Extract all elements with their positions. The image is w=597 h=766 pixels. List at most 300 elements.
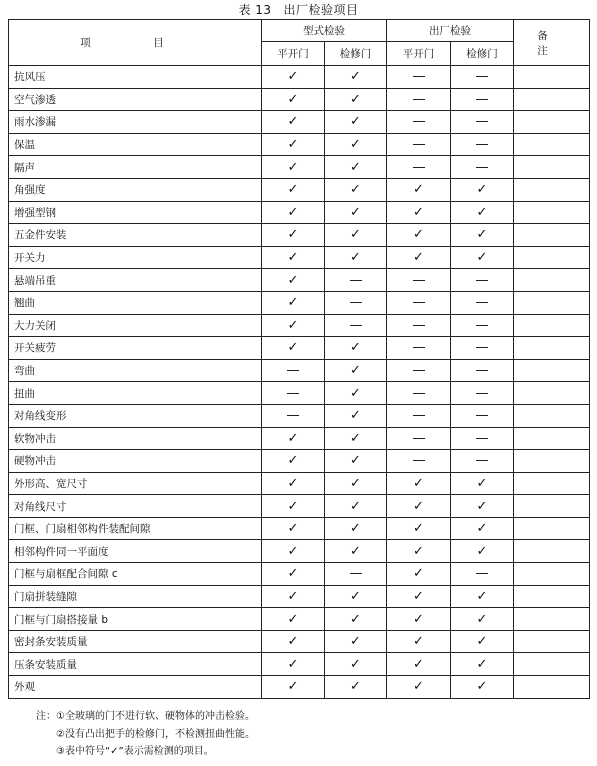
check-cell [451,178,514,201]
check-mark-icon: ✓ [476,182,488,198]
item-name: 保温 [9,133,262,156]
note-cell [514,563,590,586]
dash-cell [387,314,451,337]
dash-cell [387,156,451,179]
dash-cell [387,66,451,89]
check-mark-icon: ✓ [287,250,299,266]
header-item: 项 目 [9,20,262,66]
table-row [9,540,590,563]
table-row [9,337,590,360]
dash-mark [413,99,425,100]
note-cell [514,517,590,540]
dash-mark [476,325,488,326]
item-name: 相邻构件同一平面度 [9,540,262,563]
dash-mark [350,325,362,326]
table-row [9,676,590,699]
check-mark-icon: ✓ [413,227,424,243]
check-mark-icon: ✓ [350,408,361,424]
dash-cell [262,359,325,382]
check-cell [325,653,387,676]
dash-cell [451,111,514,134]
check-cell [262,269,325,292]
note-cell [514,201,590,224]
item-name: 弯曲 [9,359,262,382]
check-cell [451,224,514,247]
note-cell [514,630,590,653]
check-cell [262,178,325,201]
dash-mark [413,302,425,303]
header-factory-test: 出厂检验 [387,20,514,42]
dash-mark [476,415,488,416]
note-cell [514,608,590,631]
note-cell [514,676,590,699]
table-row [9,472,590,495]
check-cell [325,472,387,495]
check-cell [262,337,325,360]
check-cell [325,382,387,405]
check-mark-icon: ✓ [287,566,299,582]
check-cell [325,88,387,111]
dash-mark [287,415,299,416]
notes-label: 注： [36,711,56,722]
check-mark-icon: ✓ [287,182,299,198]
item-name: 外形高、宽尺寸 [9,472,262,495]
dash-mark [413,76,425,77]
note-text: ②没有凸出把手的检修门，不检测扭曲性能。 [56,728,255,740]
check-cell [262,224,325,247]
dash-cell [451,563,514,586]
item-name: 门框与门扇搭接量 b [9,608,262,631]
check-mark-icon: ✓ [350,521,361,537]
table-row [9,427,590,450]
check-mark-icon: ✓ [350,69,361,85]
note-cell [514,156,590,179]
check-cell [387,608,451,631]
check-cell [387,676,451,699]
note-cell [514,404,590,427]
check-cell [262,427,325,450]
check-mark-icon: ✓ [350,363,361,379]
check-cell [387,178,451,201]
dash-mark [476,370,488,371]
check-mark-icon: ✓ [476,250,488,266]
check-cell [325,495,387,518]
check-mark-icon: ✓ [287,91,299,107]
table-row [9,495,590,518]
check-mark-icon: ✓ [476,498,488,514]
check-cell [387,517,451,540]
check-mark-icon: ✓ [350,114,361,130]
check-cell [325,66,387,89]
check-mark-icon: ✓ [287,498,299,514]
table-row [9,404,590,427]
check-mark-icon: ✓ [476,475,488,491]
check-mark-icon: ✓ [413,250,424,266]
check-cell [262,156,325,179]
table-row [9,563,590,586]
dash-mark [476,76,488,77]
table-row [9,585,590,608]
check-cell [387,201,451,224]
dash-cell [387,133,451,156]
check-mark-icon: ✓ [350,656,361,672]
check-cell [325,517,387,540]
check-cell [325,676,387,699]
dash-cell [325,563,387,586]
item-name: 开关力 [9,246,262,269]
dash-cell [451,66,514,89]
item-name: 悬端吊重 [9,269,262,292]
check-cell [387,563,451,586]
dash-cell [451,269,514,292]
check-cell [262,314,325,337]
check-cell [262,608,325,631]
check-mark-icon: ✓ [287,204,299,220]
dash-cell [451,88,514,111]
dash-cell [451,291,514,314]
item-name: 翘曲 [9,291,262,314]
check-cell [262,495,325,518]
check-mark-icon: ✓ [413,498,424,514]
note-text: ①全玻璃的门不进行软、硬物体的冲击检验。 [56,711,255,722]
dash-cell [451,450,514,473]
note-cell [514,66,590,89]
item-name: 硬物冲击 [9,450,262,473]
dash-mark [287,370,299,371]
check-mark-icon: ✓ [350,137,361,153]
check-mark-icon: ✓ [350,91,361,107]
table-row [9,314,590,337]
item-name: 压条安装质量 [9,653,262,676]
table-row [9,224,590,247]
dash-mark [413,460,425,461]
check-cell [387,540,451,563]
check-cell [387,495,451,518]
check-cell [451,472,514,495]
table-body [9,66,590,699]
dash-mark [476,144,488,145]
note-cell [514,495,590,518]
dash-cell [387,404,451,427]
check-cell [262,517,325,540]
check-cell [451,630,514,653]
check-cell [325,585,387,608]
check-cell [262,540,325,563]
dash-mark [476,167,488,168]
check-cell [451,201,514,224]
check-cell [325,246,387,269]
check-mark-icon: ✓ [413,521,424,537]
dash-mark [413,415,425,416]
header-type-inspection-door: 检修门 [325,42,387,66]
dash-cell [387,111,451,134]
dash-cell [387,382,451,405]
note-line [36,743,255,761]
check-cell [387,224,451,247]
item-name: 外观 [9,676,262,699]
check-mark-icon: ✓ [287,137,299,153]
note-text: ③表中符号“✓”表示需检测的项目。 [56,746,214,757]
table-row [9,608,590,631]
check-mark-icon: ✓ [287,114,299,130]
check-mark-icon: ✓ [287,159,299,175]
dash-cell [451,359,514,382]
check-mark-icon: ✓ [413,204,424,220]
dash-cell [451,156,514,179]
item-name: 开关疲劳 [9,337,262,360]
check-mark-icon: ✓ [350,498,361,514]
note-cell [514,427,590,450]
table-row [9,517,590,540]
note-cell [514,382,590,405]
check-cell [325,337,387,360]
table-row [9,246,590,269]
note-line [36,726,255,744]
item-name: 雨水渗漏 [9,111,262,134]
dash-cell [451,133,514,156]
check-cell [325,450,387,473]
dash-cell [451,314,514,337]
header-factory-flat-door: 平开门 [387,42,451,66]
dash-cell [387,88,451,111]
check-cell [325,427,387,450]
dash-mark [413,393,425,394]
check-mark-icon: ✓ [476,521,488,537]
check-cell [325,608,387,631]
check-mark-icon: ✓ [287,69,299,85]
check-mark-icon: ✓ [350,250,361,266]
note-cell [514,359,590,382]
check-cell [325,224,387,247]
check-cell [451,608,514,631]
table-row [9,66,590,89]
table-row [9,269,590,292]
check-cell [262,585,325,608]
check-mark-icon: ✓ [287,679,299,695]
dash-cell [387,359,451,382]
item-name: 五金件安装 [9,224,262,247]
dash-cell [451,404,514,427]
check-cell [451,653,514,676]
check-mark-icon: ✓ [350,430,361,446]
check-mark-icon: ✓ [476,543,488,559]
check-cell [262,563,325,586]
dash-mark [413,167,425,168]
check-cell [387,653,451,676]
check-mark-icon: ✓ [413,611,424,627]
check-mark-icon: ✓ [350,385,361,401]
check-cell [262,201,325,224]
dash-mark [476,438,488,439]
check-cell [451,676,514,699]
dash-mark [413,347,425,348]
check-mark-icon: ✓ [350,204,361,220]
check-mark-icon: ✓ [350,453,361,469]
check-cell [262,88,325,111]
check-mark-icon: ✓ [476,588,488,604]
note-cell [514,337,590,360]
item-name: 隔声 [9,156,262,179]
dash-mark [476,573,488,574]
table-title: 出厂检验项目 [283,3,359,17]
note-cell [514,585,590,608]
dash-cell [325,269,387,292]
check-mark-icon: ✓ [413,475,424,491]
table-row [9,630,590,653]
note-cell [514,450,590,473]
item-name: 抗风压 [9,66,262,89]
note-cell [514,246,590,269]
dash-cell [451,337,514,360]
check-cell [387,246,451,269]
check-cell [262,133,325,156]
check-mark-icon: ✓ [350,227,361,243]
dash-cell [387,291,451,314]
item-name: 大力关闭 [9,314,262,337]
table-caption [0,1,597,18]
check-cell [325,156,387,179]
check-cell [262,630,325,653]
table-row [9,382,590,405]
table-row [9,111,590,134]
check-cell [262,472,325,495]
table-row [9,291,590,314]
check-mark-icon: ✓ [350,182,361,198]
dash-mark [476,460,488,461]
check-mark-icon: ✓ [287,475,299,491]
dash-mark [413,438,425,439]
note-cell [514,540,590,563]
check-mark-icon: ✓ [287,430,299,446]
dash-mark [413,121,425,122]
table-row [9,178,590,201]
dash-cell [387,427,451,450]
check-mark-icon: ✓ [476,656,488,672]
check-cell [262,246,325,269]
item-name: 对角线变形 [9,404,262,427]
table-row [9,359,590,382]
check-mark-icon: ✓ [350,588,361,604]
note-cell [514,133,590,156]
item-name: 软物冲击 [9,427,262,450]
item-name: 对角线尺寸 [9,495,262,518]
item-name: 密封条安装质量 [9,630,262,653]
check-mark-icon: ✓ [350,475,361,491]
check-cell [325,201,387,224]
check-mark-icon: ✓ [413,543,424,559]
item-name: 门框与扇框配合间隙 c [9,563,262,586]
check-cell [325,111,387,134]
item-name: 门框、门扇相邻构件装配间隙 [9,517,262,540]
dash-cell [451,382,514,405]
note-line [36,708,255,726]
dash-mark [413,280,425,281]
dash-mark [413,325,425,326]
table-row [9,88,590,111]
table-row [9,156,590,179]
check-mark-icon: ✓ [476,204,488,220]
dash-mark [476,280,488,281]
note-cell [514,178,590,201]
check-mark-icon: ✓ [476,679,488,695]
dash-mark [413,144,425,145]
note-cell [514,291,590,314]
check-cell [262,66,325,89]
note-cell [514,111,590,134]
dash-mark [476,393,488,394]
check-mark-icon: ✓ [413,656,424,672]
check-mark-icon: ✓ [476,611,488,627]
dash-mark [476,99,488,100]
check-mark-icon: ✓ [476,634,488,650]
check-mark-icon: ✓ [287,295,299,311]
header-type-test: 型式检验 [262,20,387,42]
note-cell [514,269,590,292]
item-name: 增强型钢 [9,201,262,224]
dash-cell [262,404,325,427]
check-cell [325,133,387,156]
table-number: 表 13 [238,3,272,17]
check-mark-icon: ✓ [287,634,299,650]
item-name: 角强度 [9,178,262,201]
dash-mark [476,302,488,303]
check-cell [325,178,387,201]
check-mark-icon: ✓ [413,634,424,650]
note-cell [514,224,590,247]
check-mark-icon: ✓ [413,588,424,604]
check-mark-icon: ✓ [413,566,424,582]
table-row [9,133,590,156]
note-cell [514,472,590,495]
check-cell [451,495,514,518]
header-type-flat-door: 平开门 [262,42,325,66]
check-cell [262,653,325,676]
check-cell [387,630,451,653]
dash-cell [387,450,451,473]
table-row [9,653,590,676]
item-name: 门扇拼装缝隙 [9,585,262,608]
check-cell [451,517,514,540]
check-cell [262,676,325,699]
check-mark-icon: ✓ [350,543,361,559]
check-mark-icon: ✓ [350,159,361,175]
check-mark-icon: ✓ [287,340,299,356]
check-cell [325,630,387,653]
check-mark-icon: ✓ [287,656,299,672]
dash-cell [325,291,387,314]
dash-mark [350,302,362,303]
dash-cell [325,314,387,337]
check-cell [451,246,514,269]
table-row [9,450,590,473]
check-cell [325,359,387,382]
check-mark-icon: ✓ [287,272,299,288]
notes-block [36,708,255,761]
note-cell [514,653,590,676]
item-name: 扭曲 [9,382,262,405]
note-cell [514,314,590,337]
check-mark-icon: ✓ [476,227,488,243]
table-row [9,201,590,224]
dash-mark [287,393,299,394]
dash-mark [476,347,488,348]
item-name: 空气渗透 [9,88,262,111]
check-mark-icon: ✓ [287,227,299,243]
check-mark-icon: ✓ [413,182,424,198]
dash-cell [387,269,451,292]
check-cell [262,291,325,314]
check-mark-icon: ✓ [287,611,299,627]
